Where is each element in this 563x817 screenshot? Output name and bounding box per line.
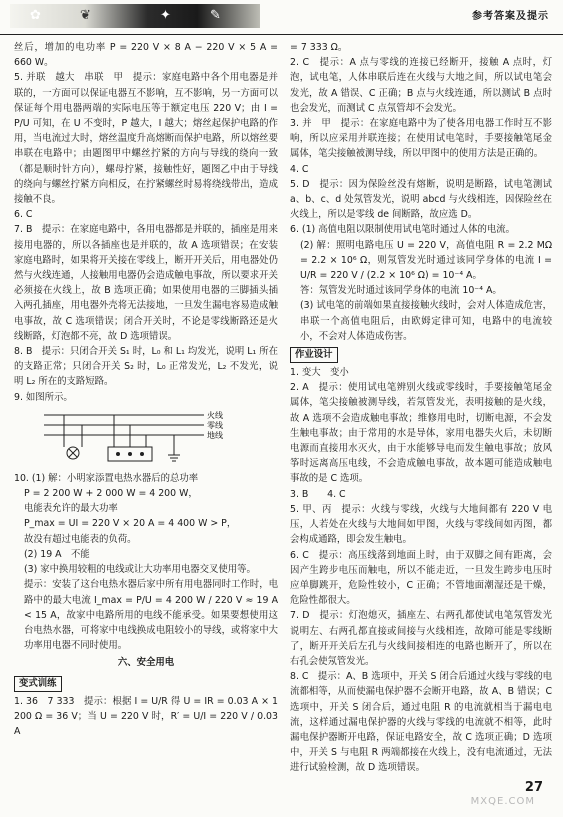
answer-paragraph: 3. 并 甲 提示：在家庭电路中为了使各用电器工作时互不影响，所以应采用并联连接；在使用试电笔时，手要接触笔尾金属体，笔尖接触被测导线，所以甲图中的使用方法是正确的。: [290, 118, 552, 160]
answer-line: P = 2 200 W + 2 000 W = 4 200 W，: [24, 488, 198, 500]
answer-paragraph: (3) 试电笔的前端如果直接接触火线时，会对人体造成危害，串联一个高值电阻后，由欧姆定律可知，电路中的电流较小，不会对人体造成伤害。: [300, 300, 552, 342]
answer-paragraph: 3. B 4. C: [290, 488, 346, 500]
answer-line: 电能表允许的最大功率: [24, 503, 118, 515]
book-icon: ✎: [210, 8, 221, 23]
header-title: 参考答案及提示: [472, 11, 549, 22]
answer-paragraph: 丝后，增加的电功率 P = 220 V × 8 A − 220 V × 5 A = 660 W。: [14, 42, 278, 69]
answer-paragraph: 2. A 提示：使用试电笔辨别火线或零线时，手要接触笔尾金属体，笔尖接触被测导线，若氖管发光，表明接触的是火线，故 A 选项不会造成触电事故；维修用电时，切断电源，不会发生触电事故；由于常用的水是导体，家用电器失火后，未切断电源而直接用水灭火，由于水能够导电而发生触电事故；放风筝时远离高压电线，不会造成触电事故，故本题可能造成触电事故的是 C 选项。: [290, 382, 552, 485]
right-column: [290, 40, 552, 776]
flower-icon: ✿: [30, 8, 41, 23]
answer-paragraph: 6. C: [14, 209, 33, 221]
star-icon: ✦: [160, 8, 171, 23]
answer-paragraph: 1. 36 7 333 提示：根据 I = U/R 得 U = IR = 0.03 A × 1 200 Ω = 36 V；当 U = 220 V 时，R′ = U/I = 220 V / 0.03 A: [14, 695, 278, 737]
answer-paragraph: 答：氖管发光时通过该同学身体的电流 10⁻⁴ A。: [300, 285, 502, 297]
answer-line: (3) 家中换用较粗的电线或让大功率用电器交叉使用等。: [24, 564, 256, 576]
section-label: 作业设计: [290, 347, 338, 363]
section-label: 变式训练: [14, 676, 62, 692]
page-number: 27: [524, 779, 543, 795]
answer-paragraph: 9. 如图所示。: [14, 391, 73, 403]
ground-wire-label: 地线: [207, 430, 223, 440]
page-header: [0, 0, 563, 35]
watermark: MXQE.COM: [470, 795, 535, 807]
answer-paragraph: 10. (1) 解：小明家添置电热水器后的总功率: [14, 472, 199, 484]
answer-line: P_max = UI = 220 V × 20 A = 4 400 W > P，: [24, 518, 237, 530]
answer-paragraph: (2) 解：照明电路电压 U = 220 V，高值电阻 R = 2.2 MΩ = 2.2 × 10⁶ Ω，则氖管发光时通过该同学身体的电流 I = U/R = 220 V / (2.2 × 10⁶ Ω) = 10⁻⁴ A。: [300, 239, 552, 282]
answer-paragraph: 8. B 提示：只闭合开关 S₁ 时，L₀ 和 L₁ 均发光，说明 L₁ 所在的支路正常；只闭合开关 S₂ 时，L₀ 正常发光，L₂ 不发光，说明 L₂ 所在的支路短路。: [14, 346, 278, 388]
answer-line: = 7 333 Ω。: [290, 42, 348, 53]
header-banner: [10, 4, 260, 28]
answer-paragraph: 6. (1) 高值电阻以限制使用试电笔时通过人体的电流。: [290, 224, 516, 236]
answer-paragraph: 4. C: [290, 163, 309, 175]
answer-paragraph: 5. D 提示：因为保险丝没有熔断，说明是断路，试电笔测试 a、b、c、d 处氖管发光，说明 abcd 与火线相连，因保险丝在火线上，所以是零线 de 间断路，故应选 D。: [290, 178, 552, 221]
answer-paragraph: 2. C 提示：A 点与零线的连接已经断开，接触 A 点时，灯泡，试电笔，人体串联后连在火线与大地之间，所以试电笔会发光，故 A 错误、C 正确；B 点与火线连通，所以测试 B 点时也会发光，而测试 C 点氖管却不会发光。: [290, 57, 552, 114]
answer-paragraph: 7. D 提示：灯泡熄灭，插座左、右两孔都使试电笔氖管发光说明左、右两孔都直接或间接与火线相连，故障可能是零线断了，断开开关后左孔与火线间接相连的电路也断开了，所以在右孔会使氖管发光。: [290, 610, 552, 667]
answer-paragraph: 1. 变大 变小: [290, 367, 349, 379]
section-title: 六、安全用电: [117, 657, 175, 669]
answer-line: (2) 19 A 不能: [24, 548, 90, 560]
left-column: [14, 40, 278, 739]
answer-paragraph: 8. C 提示：A、B 选项中，开关 S 闭合后通过火线与零线的电流都相等，从而使漏电保护器不会断开电路，故 A、B 错误；C 选项中，开关 S 闭合后，通过电阻 R 的电流就相当于漏电电流，这样通过漏电保护器的火线与零线的电流就不相等，此时漏电保护器断开电路，保证电路安全，故 C 选项正确；D 选项中，开关 S 与电阻 R 两端都接在火线上，没有电流通过，无法进行试验检测，故 D 选项错误。: [290, 671, 552, 774]
live-wire-label: 火线: [207, 410, 223, 420]
circuit-diagram: [34, 407, 234, 469]
answer-paragraph: 提示：安装了这台电热水器后家中所有用电器同时工作时，电路中的最大电流 I_max = P/U = 4 200 W / 220 V ≈ 19 A < 15 A，故家中电路所用的电线不能承受。如果要想使用这台电热水器，可将家中电线换成电阻较小的导线，或将家中大功率用电器不同时使用。: [24, 579, 278, 652]
answer-line: 故没有超过电能表的负荷。: [24, 533, 137, 545]
answer-paragraph: 6. C 提示：高压线落到地面上时，由于双脚之间有距离，会因产生跨步电压而触电，所以不能走近，一旦发生跨步电压时应单脚跳开，危险性较小，C 正确；不管地面潮湿还是干燥，危险性都很大。: [290, 549, 552, 607]
answer-paragraph: 5. 并联 越大 串联 甲 提示：家庭电路中各个用电器是并联的，一方面可以保证电器互不影响，互不影响，另一方面可以保证每个用电器两端的实际电压等于额定电压 220 V；由 I = P/U 可知，在 U 不变时，P 越大，I 越大；熔丝起保护电路的作用，当电流过大时，熔丝温度升高熔断而保护电路，所以熔丝要串联在电路中；由题图甲中螺丝拧紧的方向与导线的绕向一致（都是顺时针方向），螺母拧紧，接触性好，题图乙中由于导线的绕向与螺丝拧紧方向相反，在拧紧螺丝时易将绕线带出，造成接触不良。: [14, 72, 278, 206]
neutral-wire-label: 零线: [207, 420, 223, 430]
leaf-icon: ❦: [80, 8, 91, 23]
answer-paragraph: 7. B 提示：在家庭电路中，各用电器都是并联的，插座是用来接用电器的，所以各插座也是并联的，故 A 选项错误；在安装家庭电路时，如果将开关接在零线上，断开开关后，用电器处仍然与火线连通，人接触用电器仍会造成触电事故，所以要求开关必须接在火线上，故 B 选项正确；如果使用电器的三脚插头插入两孔插座，用电器外壳将无法接地，一旦发生漏电容易造成触电事故，故 C 选项错误；闭合开关时，不论是零线断路还是火线断路，灯泡都不亮，故 D 选项错误。: [14, 224, 278, 342]
answer-paragraph: 5. 甲、丙 提示：火线与零线，火线与大地间都有 220 V 电压，人若处在火线与大地间如甲图，火线与零线间如丙图，都会构成通路，即会发生触电。: [290, 503, 552, 546]
